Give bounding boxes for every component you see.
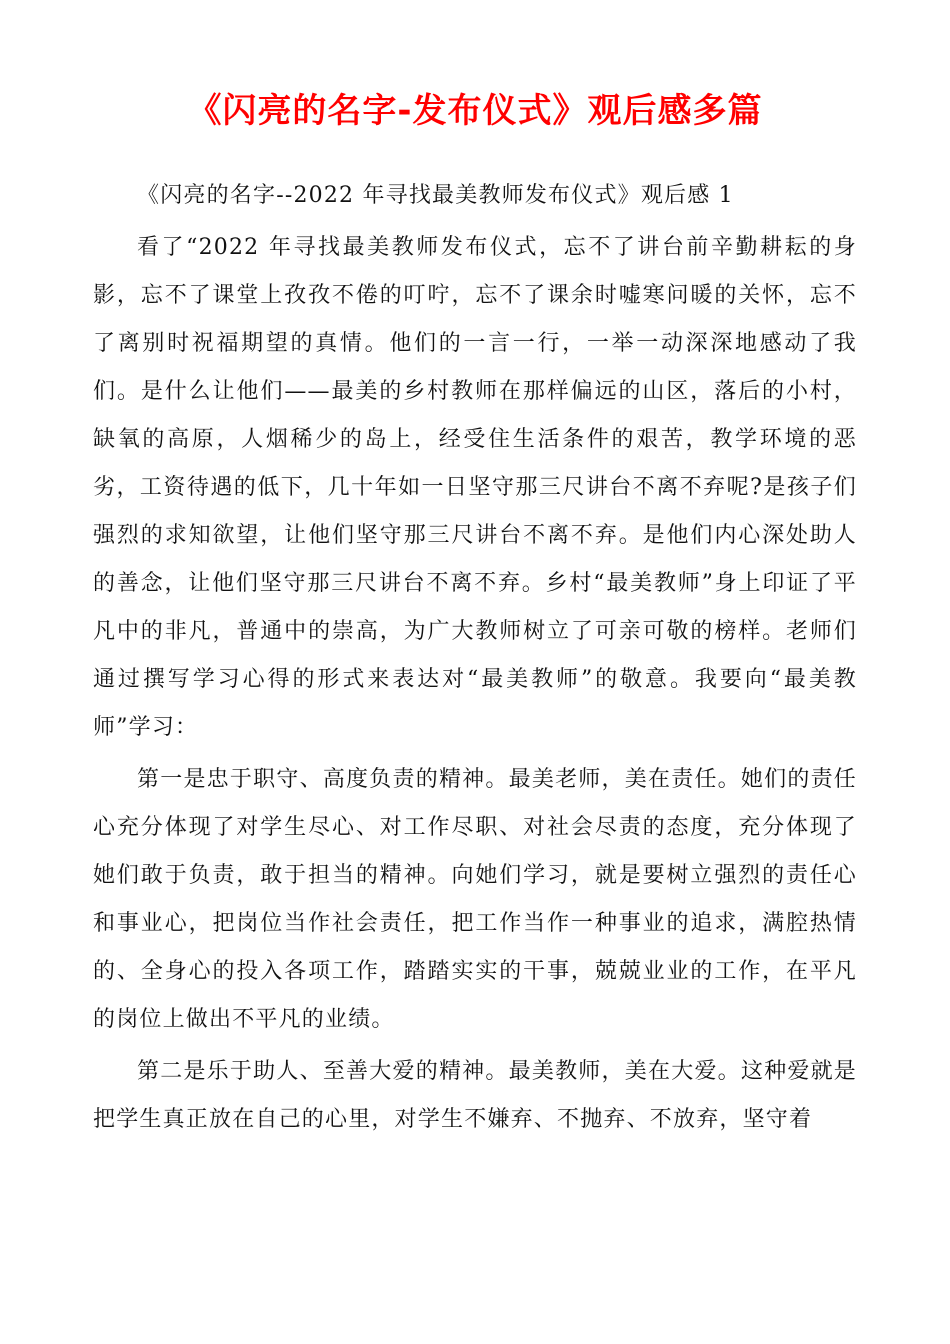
paragraph: 第一是忠于职守、高度负责的精神。最美老师，美在责任。她们的责任心充分体现了对学生尽心、对工作尽职、对社会尽责的态度，充分体现了她们敢于负责，敢于担当的精神。向她们学习，就是要树立强烈的责任心和事业心，把岗位当作社会责任，把工作当作一种事业的追求，满腔热情的、全身心的投入各项工作，踏踏实实的干事，兢兢业业的工作，在平凡的岗位上做出不平凡的业绩。 — [93, 767, 857, 1032]
document-title: 《闪亮的名字-发布仪式》观后感多篇 — [187, 91, 763, 131]
document-body — [93, 172, 857, 1144]
document-subtitle: 《闪亮的名字--2022 年寻找最美教师发布仪式》观后感 1 — [137, 183, 734, 208]
paragraph: 第二是乐于助人、至善大爱的精神。最美教师，美在大爱。这种爱就是把学生真正放在自己的心里，对学生不嫌弃、不抛弃、不放弃，坚守着 — [93, 1059, 857, 1132]
paragraph: 看了“2022 年寻找最美教师发布仪式，忘不了讲台前辛勤耕耘的身影，忘不了课堂上孜孜不倦的叮咛，忘不了课余时嘘寒问暖的关怀，忘不了离别时祝福期望的真情。他们的一言一行，一举一动深深地感动了我们。是什么让他们——最美的乡村教师在那样偏远的山区，落后的小村，缺氧的高原，人烟稀少的岛上，经受住生活条件的艰苦，教学环境的恶劣，工资待遇的低下，几十年如一日坚守那三尺讲台不离不弃呢?是孩子们强烈的求知欲望，让他们坚守那三尺讲台不离不弃。是他们内心深处助人的善念，让他们坚守那三尺讲台不离不弃。乡村“最美教师”身上印证了平凡中的非凡，普通中的崇高，为广大教师树立了可亲可敬的榜样。老师们通过撰写学习心得的形式来表达对“最美教师”的敬意。我要向“最美教师”学习： — [93, 235, 857, 740]
